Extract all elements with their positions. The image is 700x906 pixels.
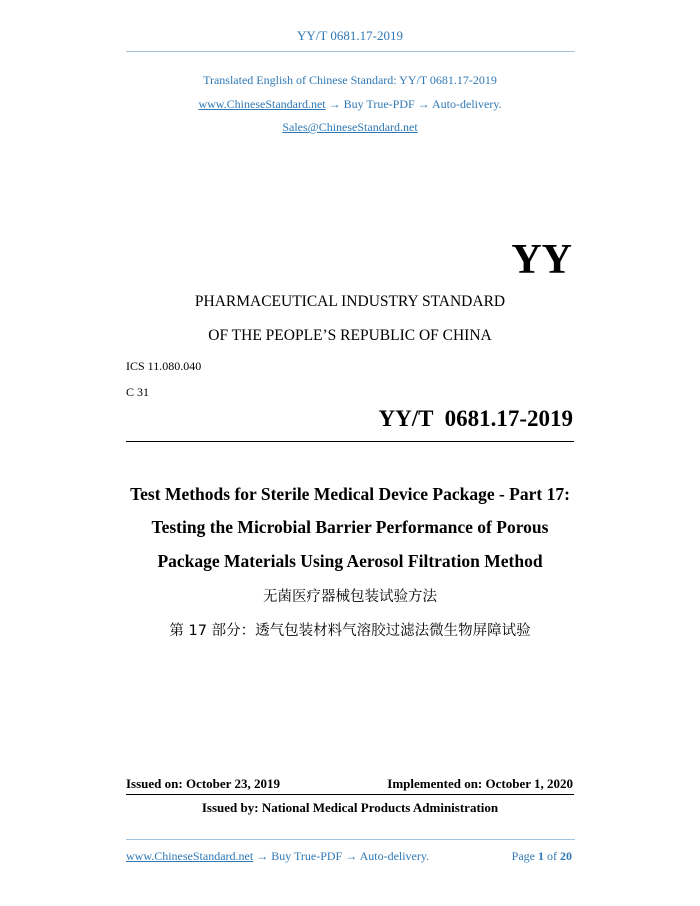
title-chinese-line-1: 无菌医疗器械包装试验方法: [263, 589, 437, 605]
implemented-on-date: Implemented on: October 1, 2020: [387, 776, 573, 791]
promo-email-line: [0, 120, 700, 135]
page-total: 20: [560, 849, 572, 863]
issue-rule: [126, 794, 574, 795]
ccs-code: C 31: [126, 385, 150, 399]
title-line-1: Test Methods for Sterile Medical Device Package - Part 17:: [130, 484, 570, 504]
header-divider: [126, 51, 575, 52]
issued-by: Issued by: National Medical Products Administration: [201, 800, 499, 815]
standard-number: YY/T 0681.17-2019: [378, 406, 573, 431]
running-header: YY/T 0681.17-2019: [297, 28, 403, 43]
standard-number-rule: [126, 441, 574, 442]
title-chinese-line-2: 第 17 部分：透气包装材料气溶胶过滤法微生物屏障试验: [169, 623, 531, 639]
footer-purchase-line: [126, 849, 429, 864]
promo-email-link[interactable]: Sales@ChineseStandard.net: [282, 120, 418, 134]
page-label: Page: [511, 849, 535, 863]
footer-site-link[interactable]: www.ChineseStandard.net: [126, 849, 254, 863]
standard-mark: YY: [511, 237, 572, 283]
page-indicator: [512, 849, 572, 864]
footer-purchase-text: → Buy True-PDF → Auto-delivery.: [253, 849, 430, 863]
promo-purchase-line: [0, 97, 700, 112]
promo-translation-line: Translated English of Chinese Standard: YY/T 0681.17-2019: [203, 73, 497, 87]
title-line-2: Testing the Microbial Barrier Performance of Porous: [151, 517, 549, 537]
page-current: 1: [538, 849, 544, 863]
issued-on-date: Issued on: October 23, 2019: [126, 776, 280, 791]
ics-code: ICS 11.080.040: [126, 359, 202, 373]
promo-site-link[interactable]: www.ChineseStandard.net: [198, 97, 326, 111]
org-line-2: OF THE PEOPLE’S REPUBLIC OF CHINA: [208, 327, 492, 344]
title-line-3: Package Materials Using Aerosol Filtration Method: [157, 551, 543, 571]
promo-purchase-text: → Buy True-PDF → Auto-delivery.: [325, 97, 502, 111]
page-of: of: [547, 849, 557, 863]
footer-divider: [126, 839, 575, 840]
org-line-1: PHARMACEUTICAL INDUSTRY STANDARD: [194, 293, 506, 310]
